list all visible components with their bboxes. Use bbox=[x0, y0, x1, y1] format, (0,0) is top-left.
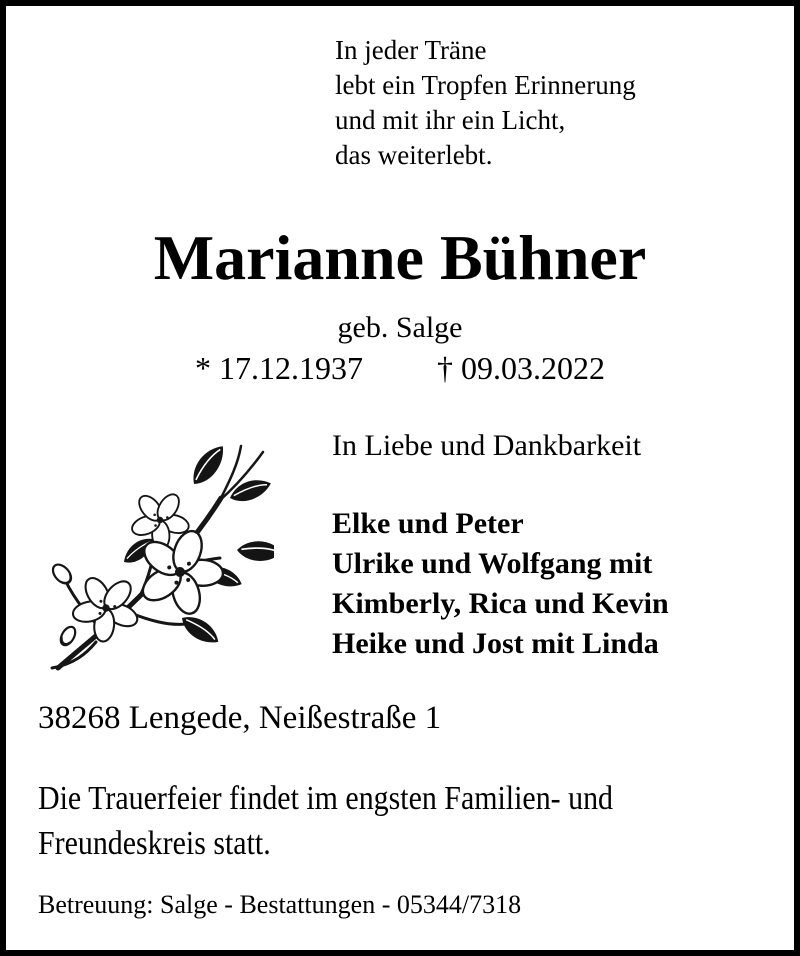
tribute-line: In Liebe und Dankbarkeit bbox=[332, 429, 642, 462]
funeral-note-line: Freundeskreis statt. bbox=[38, 825, 271, 862]
deceased-name: Marianne Bühner bbox=[153, 222, 647, 293]
memorial-poem bbox=[335, 33, 636, 173]
mourner-line: Elke und Peter bbox=[332, 507, 524, 540]
flower-bud bbox=[49, 561, 78, 648]
mourners-list bbox=[332, 504, 669, 664]
mourner-line: Kimberly, Rica und Kevin bbox=[332, 587, 669, 620]
life-dates bbox=[6, 350, 794, 387]
funeral-note bbox=[38, 776, 613, 866]
maiden-name: geb. Salge bbox=[337, 311, 463, 344]
poem-line: lebt ein Tropfen Erinnerung bbox=[335, 70, 636, 100]
family-block bbox=[332, 428, 669, 664]
poem-line: In jeder Träne bbox=[335, 35, 487, 65]
funeral-note-line: Die Trauerfeier findet im engsten Familien- und bbox=[38, 780, 613, 817]
blossom-flower bbox=[62, 563, 151, 654]
blossom-branch-illustration bbox=[44, 436, 274, 688]
care-line: Betreuung: Salge - Bestattungen - 05344/7318 bbox=[38, 890, 522, 919]
mourner-line: Heike und Jost mit Linda bbox=[332, 627, 659, 660]
poem-line: das weiterlebt. bbox=[335, 140, 493, 170]
death-date: † 09.03.2022 bbox=[437, 350, 605, 386]
address-line: 38268 Lengede, Neißestraße 1 bbox=[38, 700, 442, 736]
mourner-line: Ulrike und Wolfgang mit bbox=[332, 547, 653, 580]
poem-line: und mit ihr ein Licht, bbox=[335, 105, 566, 135]
birth-date: * 17.12.1937 bbox=[195, 350, 363, 386]
blossom-flower bbox=[130, 522, 230, 622]
